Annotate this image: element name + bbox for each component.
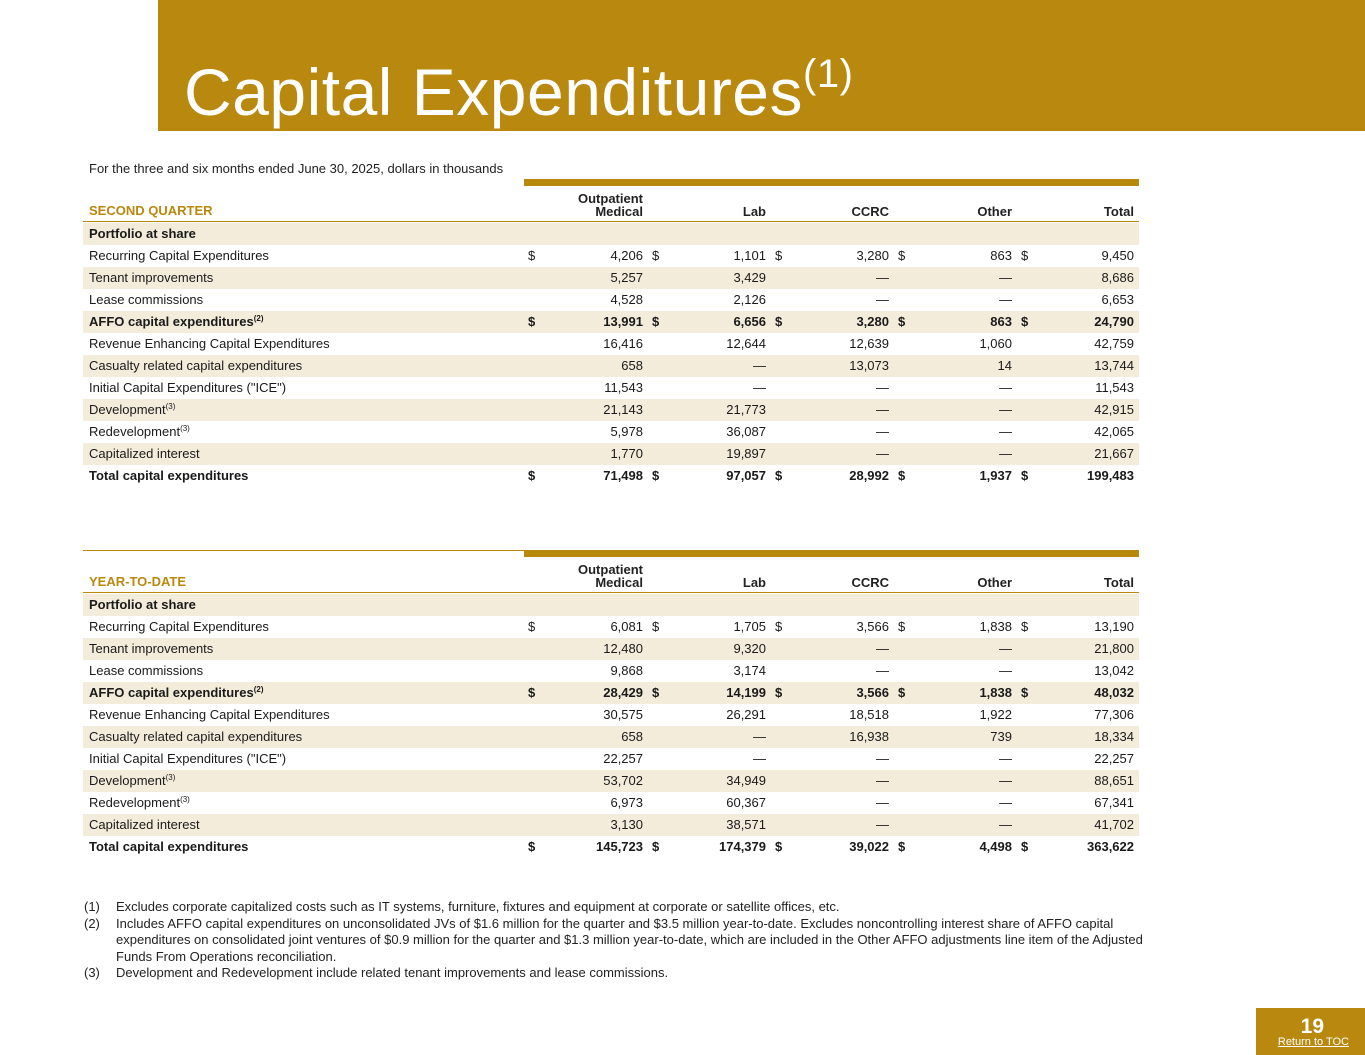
cell-value: 18,334 — [1094, 729, 1134, 744]
dollar-sign: $ — [652, 685, 660, 700]
dollar-sign: $ — [775, 839, 783, 854]
cell-value: 1,922 — [979, 707, 1012, 722]
table-row — [83, 399, 1139, 421]
table-header — [83, 557, 1139, 593]
cell-value: 6,656 — [733, 314, 766, 329]
cell-value: — — [999, 402, 1012, 417]
column-header-outpatient-medical: Outpatient Medical — [578, 191, 643, 219]
footnotes — [84, 899, 1144, 982]
cell-value: 42,915 — [1094, 402, 1134, 417]
cell-value: — — [753, 358, 766, 373]
cell-value: 3,566 — [856, 619, 889, 634]
column-header-outpatient-medical: Outpatient Medical — [578, 562, 643, 590]
cell-value: — — [876, 817, 889, 832]
cell-value: 3,280 — [856, 248, 889, 263]
cell-value: 1,060 — [979, 336, 1012, 351]
cell-value: 39,022 — [849, 839, 889, 854]
cell-value: 3,130 — [610, 817, 643, 832]
dollar-sign: $ — [898, 619, 906, 634]
row-label: Portfolio at share — [89, 226, 196, 241]
dollar-sign: $ — [775, 685, 783, 700]
cell-value: 13,042 — [1094, 663, 1134, 678]
cell-value: 145,723 — [596, 839, 643, 854]
cell-value: 658 — [621, 729, 643, 744]
cell-value: 34,949 — [726, 773, 766, 788]
cell-value: 9,868 — [610, 663, 643, 678]
cell-value: 1,101 — [733, 248, 766, 263]
cell-value: 48,032 — [1094, 685, 1134, 700]
cell-value: 9,320 — [733, 641, 766, 656]
cell-value: 6,653 — [1101, 292, 1134, 307]
dollar-sign: $ — [1021, 468, 1029, 483]
cell-value: 36,087 — [726, 424, 766, 439]
dollar-sign: $ — [898, 685, 906, 700]
cell-value: — — [876, 641, 889, 656]
table-body — [83, 594, 1139, 858]
cell-value: 1,838 — [979, 619, 1012, 634]
cell-value: 9,450 — [1101, 248, 1134, 263]
cell-value: 42,065 — [1094, 424, 1134, 439]
table-row — [83, 682, 1139, 704]
row-label: Capitalized interest — [89, 817, 200, 832]
table-row — [83, 726, 1139, 748]
row-label: Revenue Enhancing Capital Expenditures — [89, 336, 330, 351]
row-label: Redevelopment$^{(3)}$ — [89, 795, 190, 810]
row-label: Tenant improvements — [89, 641, 214, 656]
row-label: Total capital expenditures — [89, 468, 249, 483]
table-row — [83, 814, 1139, 836]
table-row — [83, 333, 1139, 355]
cell-value: 21,773 — [726, 402, 766, 417]
table-row — [83, 770, 1139, 792]
dollar-sign: $ — [775, 314, 783, 329]
footnote-marker: (3) — [180, 795, 190, 804]
dollar-sign: $ — [898, 839, 906, 854]
page-number: 19 — [1300, 1015, 1324, 1038]
dollar-sign: $ — [775, 619, 783, 634]
cell-value: 11,543 — [604, 380, 643, 395]
dollar-sign: $ — [528, 248, 536, 263]
cell-value: 3,429 — [733, 270, 766, 285]
cell-value: 30,575 — [603, 707, 643, 722]
cell-value: 4,498 — [979, 839, 1012, 854]
title-banner — [158, 0, 1365, 131]
dollar-sign: $ — [528, 619, 536, 634]
cell-value: 6,081 — [610, 619, 643, 634]
cell-value: 38,571 — [726, 817, 766, 832]
cell-value: 60,367 — [726, 795, 766, 810]
cell-value: 21,800 — [1094, 641, 1134, 656]
cell-value: 22,257 — [603, 751, 643, 766]
dollar-sign: $ — [528, 839, 536, 854]
cell-value: — — [999, 270, 1012, 285]
cell-value: — — [876, 270, 889, 285]
cell-value: — — [876, 663, 889, 678]
cell-value: 11,543 — [1095, 380, 1134, 395]
table-row — [83, 421, 1139, 443]
page-number-box — [1256, 1008, 1365, 1055]
cell-value: 12,639 — [849, 336, 889, 351]
cell-value: 42,759 — [1094, 336, 1134, 351]
cell-value: 4,528 — [610, 292, 643, 307]
footnote-number: (3) — [84, 965, 100, 980]
dollar-sign: $ — [775, 468, 783, 483]
table-row — [83, 267, 1139, 289]
dollar-sign: $ — [1021, 685, 1029, 700]
table-row — [83, 443, 1139, 465]
cell-value: — — [999, 817, 1012, 832]
column-header-ccrc: CCRC — [851, 575, 889, 590]
table-row — [83, 616, 1139, 638]
cell-value: — — [999, 773, 1012, 788]
column-header-total: Total — [1103, 575, 1134, 590]
column-header-lab: Lab — [742, 575, 766, 590]
cell-value: 41,702 — [1094, 817, 1134, 832]
cell-value: 88,651 — [1094, 773, 1134, 788]
footnote-marker: (3) — [165, 773, 176, 782]
title-footnote-marker: (1) — [803, 52, 854, 96]
dollar-sign: $ — [898, 248, 906, 263]
footnote-marker: (2) — [253, 314, 264, 323]
cell-value: 863 — [990, 314, 1012, 329]
row-label: Initial Capital Expenditures ("ICE") — [89, 751, 287, 766]
dollar-sign: $ — [898, 468, 906, 483]
table-row — [83, 311, 1139, 333]
cell-value: — — [876, 292, 889, 307]
table-row — [83, 638, 1139, 660]
table-row — [83, 245, 1139, 267]
cell-value: 16,938 — [849, 729, 889, 744]
cell-value: — — [999, 424, 1012, 439]
table-header-accent-bar — [524, 179, 1139, 186]
cell-value: — — [999, 446, 1012, 461]
dollar-sign: $ — [652, 314, 660, 329]
dollar-sign: $ — [528, 468, 536, 483]
cell-value: 1,705 — [733, 619, 766, 634]
cell-value: 3,280 — [856, 314, 889, 329]
cell-value: 658 — [621, 358, 643, 373]
cell-value: 14,199 — [726, 685, 766, 700]
section-label: SECOND QUARTER — [89, 203, 213, 218]
table-header — [83, 186, 1139, 222]
cell-value: — — [753, 729, 766, 744]
column-header-total: Total — [1103, 204, 1134, 219]
column-header-ccrc: CCRC — [851, 204, 889, 219]
cell-value: — — [999, 751, 1012, 766]
cell-value: 1,770 — [610, 446, 643, 461]
table-body — [83, 223, 1139, 487]
row-label: Revenue Enhancing Capital Expenditures — [89, 707, 330, 722]
footnote-text: Development and Redevelopment include related tenant improvements and lease commissions. — [116, 965, 669, 980]
table-row — [83, 836, 1139, 858]
cell-value: 53,702 — [603, 773, 643, 788]
cell-value: 16,416 — [603, 336, 643, 351]
dollar-sign: $ — [652, 248, 660, 263]
row-label: Lease commissions — [89, 292, 204, 307]
cell-value: — — [999, 663, 1012, 678]
dollar-sign: $ — [775, 248, 783, 263]
cell-value: 863 — [990, 248, 1012, 263]
cell-value: 24,790 — [1094, 314, 1134, 329]
dollar-sign: $ — [1021, 248, 1029, 263]
footnote-text: Includes AFFO capital expenditures on unconsolidated JVs of $1.6 million for the quarter and $3.5 million year-to-date. Excludes noncontrolling interest share of AFFO capital expenditures on consolidated joint ventures of $0.9 million for the quarter and $1.3 million year-to-date, which are included in the Other AFFO adjustments line item of the Adjusted Funds From Operations reconciliation. — [116, 915, 1143, 964]
cell-value: 13,744 — [1094, 358, 1134, 373]
footnote-marker: (3) — [180, 424, 190, 433]
table-row — [83, 704, 1139, 726]
cell-value: 8,686 — [1101, 270, 1134, 285]
cell-value: — — [999, 380, 1012, 395]
cell-value: 18,518 — [849, 707, 889, 722]
footnote — [84, 965, 1144, 982]
cell-value: — — [876, 795, 889, 810]
cell-value: — — [876, 446, 889, 461]
table-row — [83, 465, 1139, 487]
row-label: Casualty related capital expenditures — [89, 358, 303, 373]
footnote-marker: (2) — [253, 685, 264, 694]
cell-value: 22,257 — [1094, 751, 1134, 766]
cell-value: — — [876, 773, 889, 788]
cell-value: 5,257 — [610, 270, 643, 285]
cell-value: — — [753, 751, 766, 766]
cell-value: — — [999, 795, 1012, 810]
table-row — [83, 223, 1139, 245]
cell-value: 4,206 — [610, 248, 643, 263]
cell-value: — — [999, 292, 1012, 307]
cell-value: — — [876, 380, 889, 395]
cell-value: 174,379 — [719, 839, 766, 854]
cell-value: 21,667 — [1094, 446, 1134, 461]
row-label: AFFO capital expenditures$^{(2)}$ — [89, 685, 264, 700]
cell-value: 739 — [990, 729, 1012, 744]
footnote — [84, 899, 1144, 916]
row-label: Recurring Capital Expenditures — [89, 619, 269, 634]
cell-value: 97,057 — [726, 468, 766, 483]
cell-value: 12,480 — [603, 641, 643, 656]
cell-value: 13,991 — [603, 314, 643, 329]
cell-value: 13,073 — [849, 358, 889, 373]
row-label: Development$^{(3)}$ — [89, 402, 176, 417]
table-header-accent-bar — [524, 550, 1139, 557]
table-row — [83, 289, 1139, 311]
table-row — [83, 792, 1139, 814]
row-label: Tenant improvements — [89, 270, 214, 285]
table-row — [83, 660, 1139, 682]
cell-value: 3,566 — [856, 685, 889, 700]
cell-value: 67,341 — [1094, 795, 1134, 810]
section-label: YEAR-TO-DATE — [89, 574, 187, 589]
table-row — [83, 377, 1139, 399]
cell-value: — — [876, 751, 889, 766]
footnote-text: Excludes corporate capitalized costs such as IT systems, furniture, fixtures and equipment at corporate or satellite offices, etc. — [116, 899, 840, 914]
dollar-sign: $ — [528, 314, 536, 329]
row-label: Capitalized interest — [89, 446, 200, 461]
table-row — [83, 355, 1139, 377]
cell-value: 71,498 — [603, 468, 643, 483]
cell-value: 1,838 — [979, 685, 1012, 700]
cell-value: 28,992 — [849, 468, 889, 483]
dollar-sign: $ — [652, 839, 660, 854]
table-row — [83, 748, 1139, 770]
row-label: Redevelopment$^{(3)}$ — [89, 424, 190, 439]
row-label: Development$^{(3)}$ — [89, 773, 176, 788]
row-label: Casualty related capital expenditures — [89, 729, 303, 744]
cell-value: 6,973 — [610, 795, 643, 810]
footnote — [84, 916, 1144, 966]
cell-value: 1,937 — [979, 468, 1012, 483]
page-title: Capital Expenditures$^{(1)}$ — [184, 52, 854, 129]
dollar-sign: $ — [1021, 839, 1029, 854]
cell-value: — — [999, 641, 1012, 656]
cell-value: — — [876, 402, 889, 417]
cell-value: — — [753, 380, 766, 395]
cell-value: 19,897 — [726, 446, 766, 461]
cell-value: 2,126 — [733, 292, 766, 307]
cell-value: 12,644 — [726, 336, 766, 351]
cell-value: 3,174 — [733, 663, 766, 678]
cell-value: 5,978 — [610, 424, 643, 439]
cell-value: 77,306 — [1094, 707, 1134, 722]
dollar-sign: $ — [1021, 619, 1029, 634]
cell-value: — — [876, 424, 889, 439]
column-header-other: Other — [977, 204, 1012, 219]
dollar-sign: $ — [1021, 314, 1029, 329]
row-label: Lease commissions — [89, 663, 204, 678]
row-label: AFFO capital expenditures$^{(2)}$ — [89, 314, 264, 329]
dollar-sign: $ — [652, 619, 660, 634]
cell-value: 13,190 — [1094, 619, 1134, 634]
row-label: Total capital expenditures — [89, 839, 249, 854]
table-subtitle: For the three and six months ended June 30, 2025, dollars in thousands — [89, 161, 504, 176]
column-header-lab: Lab — [742, 204, 766, 219]
return-to-toc-link[interactable]: Return to TOC — [1277, 1036, 1349, 1048]
row-label: Initial Capital Expenditures ("ICE") — [89, 380, 287, 395]
dollar-sign: $ — [528, 685, 536, 700]
dollar-sign: $ — [898, 314, 906, 329]
dollar-sign: $ — [652, 468, 660, 483]
cell-value: 363,622 — [1087, 839, 1134, 854]
column-header-other: Other — [977, 575, 1012, 590]
cell-value: 14 — [997, 358, 1012, 373]
row-label: Portfolio at share — [89, 597, 196, 612]
footnote-marker: (3) — [165, 402, 176, 411]
footnote-number: (2) — [84, 915, 100, 931]
cell-value: 26,291 — [726, 707, 766, 722]
cell-value: 28,429 — [603, 685, 643, 700]
cell-value: 199,483 — [1087, 468, 1134, 483]
footnote-number: (1) — [84, 899, 100, 914]
cell-value: 21,143 — [603, 402, 643, 417]
table-row — [83, 594, 1139, 616]
row-label: Recurring Capital Expenditures — [89, 248, 269, 263]
